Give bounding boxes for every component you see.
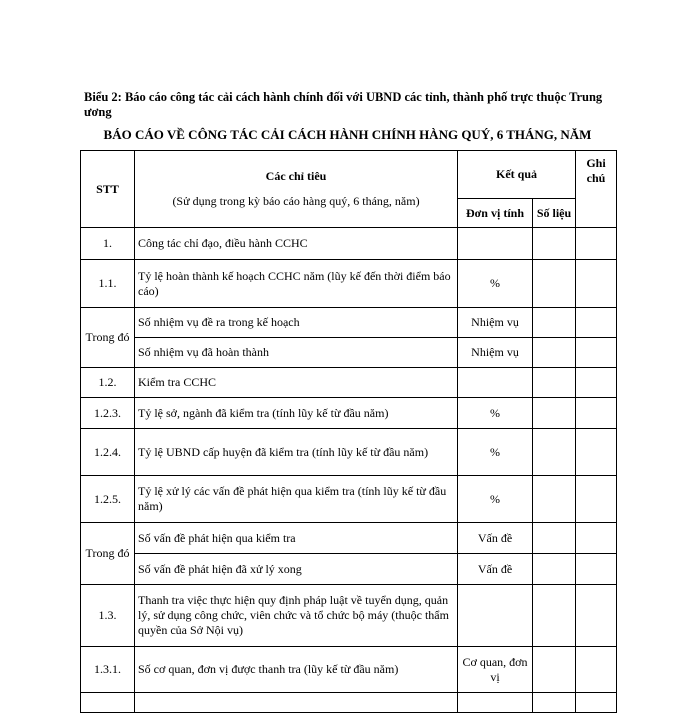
row-value-cell [533, 338, 576, 368]
row-stt: 1.3.1. [81, 647, 135, 693]
row-stt-cell [81, 693, 135, 713]
form-caption: Biểu 2: Báo cáo công tác cải cách hành chính đối với UBND các tỉnh, thành phố trực thuộc Trung ương [84, 90, 603, 119]
header-value: Số liệu [533, 199, 576, 228]
row-value-cell [533, 585, 576, 647]
row-unit: % [458, 398, 533, 429]
row-note-cell [576, 647, 617, 693]
row-unit: Vấn đề [458, 554, 533, 585]
row-label: Tỷ lệ hoàn thành kế hoạch CCHC năm (lũy kế đến thời điểm báo cáo) [135, 260, 458, 308]
row-note-cell [576, 368, 617, 398]
row-stt: 1. [81, 228, 135, 260]
row-note-cell [576, 338, 617, 368]
row-unit [458, 368, 533, 398]
row-stt: Trong đó [81, 308, 135, 368]
row-label: Số vấn đề phát hiện qua kiểm tra [135, 523, 458, 554]
header-criteria-note: (Sử dụng trong kỳ báo cáo hàng quý, 6 tháng, năm) [172, 194, 420, 208]
table-header-row [81, 151, 617, 199]
row-value-cell [533, 523, 576, 554]
table-row [81, 554, 617, 585]
row-value-cell [533, 554, 576, 585]
row-stt: 1.2.4. [81, 429, 135, 476]
row-value-cell [533, 260, 576, 308]
row-value-cell [533, 647, 576, 693]
row-value-cell [533, 429, 576, 476]
row-value-cell [533, 228, 576, 260]
row-stt: 1.2. [81, 368, 135, 398]
row-value-cell [533, 476, 576, 523]
row-label: Thanh tra việc thực hiện quy định pháp luật về tuyển dụng, quản lý, sử dụng công chức, viên chức và tổ chức bộ máy (thuộc thẩm quyền của Sở Nội vụ) [135, 585, 458, 647]
report-table [80, 150, 617, 713]
table-row [81, 338, 617, 368]
row-label: Tỷ lệ xử lý các vấn đề phát hiện qua kiểm tra (tính lũy kế từ đầu năm) [135, 476, 458, 523]
row-note-cell [576, 554, 617, 585]
row-note-cell [576, 308, 617, 338]
row-label: Số vấn đề phát hiện đã xử lý xong [135, 554, 458, 585]
row-value-cell [533, 398, 576, 429]
row-unit [458, 585, 533, 647]
table-row [81, 398, 617, 429]
table-row [81, 429, 617, 476]
row-note-cell [576, 228, 617, 260]
row-label-cell [135, 693, 458, 713]
row-stt: 1.3. [81, 585, 135, 647]
row-unit: Nhiệm vụ [458, 308, 533, 338]
table-row [81, 585, 617, 647]
table-row [81, 693, 617, 713]
row-unit: % [458, 429, 533, 476]
table-row [81, 260, 617, 308]
row-unit: Vấn đề [458, 523, 533, 554]
row-note-cell [576, 398, 617, 429]
row-unit: Nhiệm vụ [458, 338, 533, 368]
header-note: Ghi chú [576, 151, 617, 228]
row-unit [458, 228, 533, 260]
row-label: Tỷ lệ UBND cấp huyện đã kiểm tra (tính lũy kế từ đầu năm) [135, 429, 458, 476]
row-note-cell [576, 585, 617, 647]
row-stt: Trong đó [81, 523, 135, 585]
report-heading: BÁO CÁO VỀ CÔNG TÁC CẢI CÁCH HÀNH CHÍNH HÀNG QUÝ, 6 THÁNG, NĂM [103, 127, 592, 142]
row-label: Công tác chỉ đạo, điều hành CCHC [135, 228, 458, 260]
row-stt: 1.1. [81, 260, 135, 308]
row-unit: % [458, 260, 533, 308]
header-stt: STT [81, 151, 135, 228]
header-criteria-title: Các chỉ tiêu [265, 169, 327, 183]
header-result: Kết quả [458, 151, 576, 199]
table-row [81, 368, 617, 398]
row-note-cell [576, 429, 617, 476]
table-row [81, 523, 617, 554]
row-unit: % [458, 476, 533, 523]
row-unit-cell [458, 693, 533, 713]
header-unit: Đơn vị tính [458, 199, 533, 228]
row-value-cell [533, 693, 576, 713]
row-unit: Cơ quan, đơn vị [458, 647, 533, 693]
table-row [81, 228, 617, 260]
header-criteria [135, 151, 458, 228]
table-row [81, 476, 617, 523]
row-label: Số nhiệm vụ đã hoàn thành [135, 338, 458, 368]
row-note-cell [576, 693, 617, 713]
row-value-cell [533, 308, 576, 338]
row-label: Tỷ lệ sở, ngành đã kiểm tra (tính lũy kế từ đầu năm) [135, 398, 458, 429]
row-stt: 1.2.3. [81, 398, 135, 429]
row-note-cell [576, 523, 617, 554]
row-label: Kiểm tra CCHC [135, 368, 458, 398]
row-stt: 1.2.5. [81, 476, 135, 523]
row-label: Số cơ quan, đơn vị được thanh tra (lũy kế từ đầu năm) [135, 647, 458, 693]
row-note-cell [576, 260, 617, 308]
row-label: Số nhiệm vụ đề ra trong kế hoạch [135, 308, 458, 338]
table-row [81, 308, 617, 338]
row-value-cell [533, 368, 576, 398]
table-row [81, 647, 617, 693]
row-note-cell [576, 476, 617, 523]
